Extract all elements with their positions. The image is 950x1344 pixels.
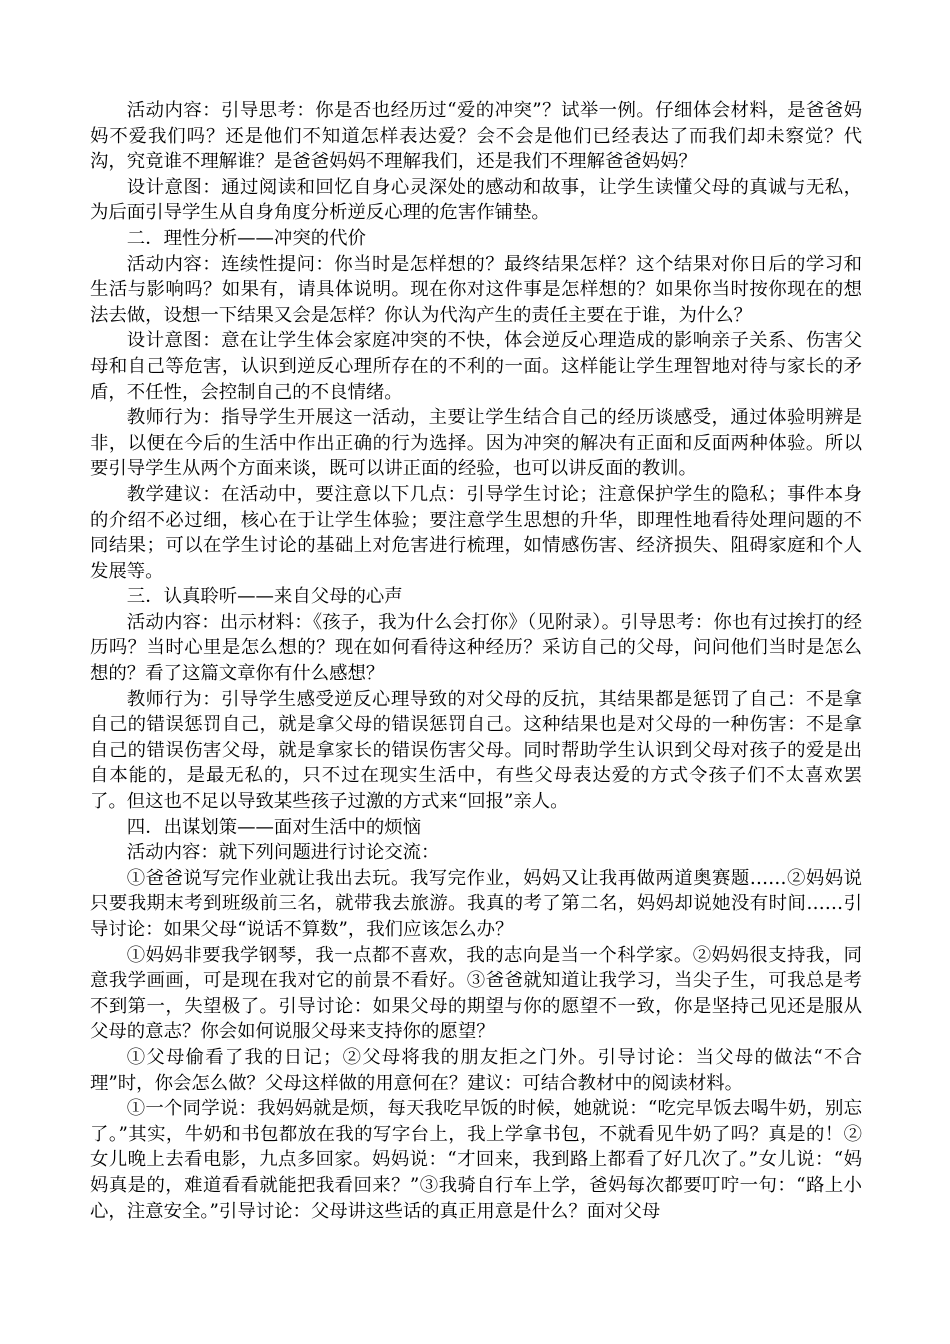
- paragraph-case-3: ①父母偷看了我的日记；②父母将我的朋友拒之门外。引导讨论：当父母的做法“不合理”时，你会怎么做？父母这样做的用意何在？建议：可结合教材中的阅读材料。: [90, 1046, 862, 1094]
- document-page: [90, 98, 862, 1224]
- paragraph-design-intent-1: 设计意图：通过阅读和回忆自身心灵深处的感动和故事，让学生读懂父母的真诚与无私，为后面引导学生从自身角度分析逆反心理的危害作铺垫。: [90, 176, 862, 224]
- paragraph-activity-4: 活动内容：就下列问题进行讨论交流：: [126, 842, 440, 864]
- section-heading-2: 二．理性分析——冲突的代价: [126, 227, 366, 249]
- paragraph-activity-intro: 活动内容：引导思考：你是否也经历过“爱的冲突”？试举一例。仔细体会材料，是爸爸妈妈不爱我们吗？还是他们不知道怎样表达爱？会不会是他们已经表达了而我们却未察觉？代沟，究竟谁不理解谁？是爸爸妈妈不理解我们，还是我们不理解爸爸妈妈？: [90, 100, 862, 173]
- section-heading-4: 四．出谋划策——面对生活中的烦恼: [126, 816, 422, 838]
- paragraph-teacher-behavior-2: 教师行为：指导学生开展这一活动，主要让学生结合自己的经历谈感受，通过体验明辨是非，以便在今后的生活中作出正确的行为选择。因为冲突的解决有正面和反面两种体验。所以要引导学生从两个方面来谈，既可以讲正面的经验，也可以讲反面的教训。: [90, 407, 862, 480]
- paragraph-activity-2: 活动内容：连续性提问：你当时是怎样想的？最终结果怎样？这个结果对你日后的学习和生活与影响吗？如果有，请具体说明。现在你对这件事是怎样想的？如果你当时按你现在的想法去做，设想一下结果又会是怎样？你认为代沟产生的责任主要在于谁，为什么？: [90, 253, 862, 326]
- paragraph-case-4: ①一个同学说：我妈妈就是烦，每天我吃早饭的时候，她就说：“吃完早饭去喝牛奶，别忘了。”其实，牛奶和书包都放在我的写字台上，我上学拿书包，不就看见牛奶了吗？真是的！②女儿晚上去看电影，九点多回家。妈妈说：“才回来，我到路上都看了好几次了。”女儿说：“妈妈真是的，难道看看就能把我看回来？”③我骑自行车上学，爸妈每次都要叮咛一句：“路上小心，注意安全。”引导讨论：父母讲这些话的真正用意是什么？面对父母: [90, 1098, 862, 1222]
- paragraph-activity-3: 活动内容：出示材料：《孩子，我为什么会打你》（见附录）。引导思考：你也有过挨打的经历吗？当时心里是怎么想的？现在如何看待这种经历？采访自己的父母，问问他们当时是怎么想的？看了这篇文章你有什么感想？: [90, 611, 862, 685]
- paragraph-teaching-advice: 教学建议：在活动中，要注意以下几点：引导学生讨论；注意保护学生的隐私；事件本身的介绍不必过细，核心在于让学生体验；要注意学生思想的升华，即理性地看待处理问题的不同结果；可以在学生讨论的基础上对危害进行梳理，如情感伤害、经济损失、阻碍家庭和个人发展等。: [90, 483, 862, 582]
- paragraph-design-intent-2: 设计意图：意在让学生体会家庭冲突的不快，体会逆反心理造成的影响亲子关系、伤害父母和自己等危害，认识到逆反心理所存在的不利的一面。这样能让学生理智地对待与家长的矛盾，不任性，会控制自己的不良情绪。: [90, 330, 862, 403]
- paragraph-case-2: ①妈妈非要我学钢琴，我一点都不喜欢，我的志向是当一个科学家。②妈妈很支持我，同意我学画画，可是现在我对它的前景不看好。③爸爸就知道让我学习，当尖子生，可我总是考不到第一，失望极了。引导讨论：如果父母的期望与你的愿望不一致，你是坚持己见还是服从父母的意志？你会如何说服父母来支持你的愿望？: [90, 944, 862, 1043]
- paragraph-teacher-behavior-3: 教师行为：引导学生感受逆反心理导致的对父母的反抗，其结果都是惩罚了自己：不是拿自己的错误惩罚自己，就是拿父母的错误惩罚自己。这种结果也是对父母的一种伤害：不是拿自己的错误伤害父母，就是拿家长的错误伤害父母。同时帮助学生认识到父母对孩子的爱是出自本能的，是最无私的，只不过在现实生活中，有些父母表达爱的方式令孩子们不太喜欢罢了。但这也不足以导致某些孩子过激的方式来“回报”亲人。: [90, 688, 862, 813]
- paragraph-case-1: ①爸爸说写完作业就让我出去玩。我写完作业，妈妈又让我再做两道奥赛题……②妈妈说只要我期末考到班级前三名，就带我去旅游。我真的考了第二名，妈妈却说她没有时间……引导讨论：如果父母“说话不算数”，我们应该怎么办？: [90, 867, 862, 940]
- section-heading-3: 三．认真聆听——来自父母的心声: [126, 586, 403, 608]
